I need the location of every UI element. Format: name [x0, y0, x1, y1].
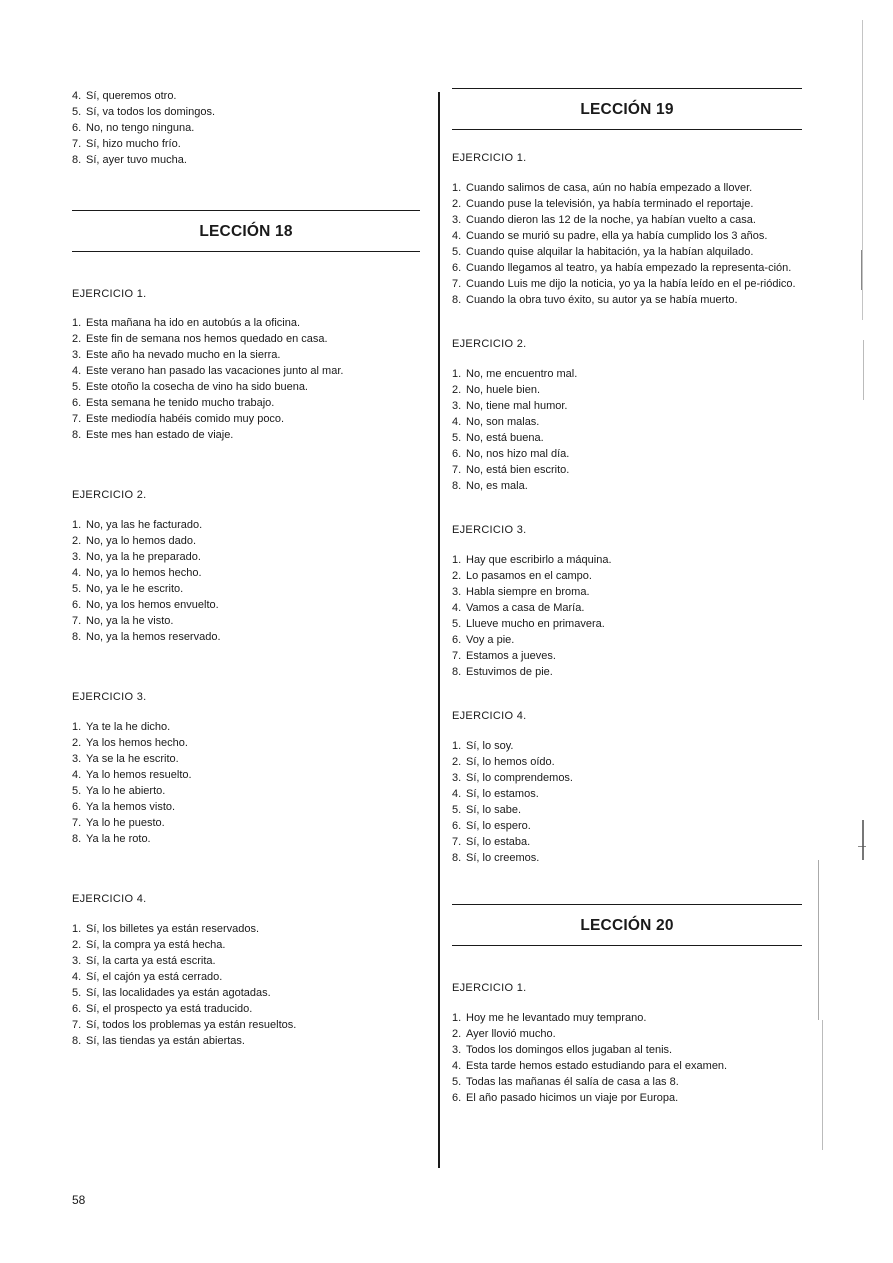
list-item: [72, 1001, 420, 1017]
list-item: [72, 985, 420, 1001]
item-text: Sí, todos los problemas ya están resueltos.: [86, 1019, 297, 1031]
item-text: Estuvimos de pie.: [466, 666, 553, 678]
item-number: 3.: [452, 772, 462, 784]
item-number: 3.: [72, 349, 82, 361]
item-number: 6.: [452, 1092, 462, 1104]
lesson-title: LECCIÓN 19: [580, 101, 674, 118]
list-item: [452, 850, 802, 866]
item-number: 5.: [72, 987, 82, 999]
item-text: No, ya lo hemos hecho.: [86, 567, 202, 579]
item-text: Sí, lo espero.: [466, 820, 531, 832]
list-item: [72, 597, 420, 613]
item-text: Sí, ayer tuvo mucha.: [86, 154, 187, 166]
list-item: [452, 292, 802, 308]
list-item: [452, 664, 802, 680]
item-text: Sí, las tiendas ya están abiertas.: [86, 1035, 245, 1047]
item-number: 8.: [72, 154, 82, 166]
exercise-answer-list: [452, 738, 802, 866]
intro-answer-list: [72, 88, 420, 168]
item-text: Sí, el prospecto ya está traducido.: [86, 1003, 253, 1015]
list-item: [452, 754, 802, 770]
item-number: 7.: [72, 817, 82, 829]
list-item: [452, 228, 802, 244]
page-number: 58: [72, 1193, 86, 1207]
item-number: 8.: [452, 666, 462, 678]
item-text: Ya la hemos visto.: [86, 801, 176, 813]
item-text: Ya se la he escrito.: [86, 753, 179, 765]
item-number: 3.: [72, 753, 82, 765]
item-number: 8.: [72, 833, 82, 845]
item-number: 6.: [72, 397, 82, 409]
list-item: [72, 427, 420, 443]
exercise-heading: EJERCICIO 4.: [452, 710, 527, 722]
item-text: Sí, va todos los domingos.: [86, 106, 216, 118]
item-text: Cuando quise alquilar la habitación, ya la habían alquilado.: [466, 246, 754, 258]
list-item: [452, 786, 802, 802]
item-number: 5.: [452, 618, 462, 630]
lesson-title: LECCIÓN 20: [580, 917, 674, 934]
exercise-answer-list: [452, 552, 802, 680]
item-number: 6.: [452, 634, 462, 646]
item-number: 3.: [452, 400, 462, 412]
item-number: 8.: [72, 429, 82, 441]
list-item: [72, 767, 420, 783]
item-text: Sí, los billetes ya están reservados.: [86, 923, 260, 935]
item-text: El año pasado hicimos un viaje por Europa.: [466, 1092, 679, 1104]
list-item: [72, 517, 420, 533]
item-text: No, ya las he facturado.: [86, 519, 203, 531]
item-text: No, ya la he preparado.: [86, 551, 201, 563]
item-text: Sí, lo hemos oído.: [466, 756, 555, 768]
item-number: 3.: [72, 551, 82, 563]
item-text: Sí, lo comprendemos.: [466, 772, 573, 784]
list-item: [452, 648, 802, 664]
list-item: [452, 446, 802, 462]
item-text: Cuando puse la televisión, ya había terminado el reportaje.: [466, 198, 754, 210]
item-number: 2.: [452, 384, 462, 396]
item-number: 5.: [452, 246, 462, 258]
list-item: [72, 379, 420, 395]
item-number: 6.: [72, 122, 82, 134]
list-item: [72, 533, 420, 549]
list-item: [452, 414, 802, 430]
item-text: No, me encuentro mal.: [466, 368, 578, 380]
item-number: 7.: [452, 650, 462, 662]
list-item: [452, 552, 802, 568]
left-column: [72, 88, 420, 1049]
item-text: Este mediodía habéis comido muy poco.: [86, 413, 285, 425]
item-text: Esta tarde hemos estado estudiando para el examen.: [466, 1060, 728, 1072]
list-item: [452, 738, 802, 754]
item-number: 7.: [72, 138, 82, 150]
list-item: [72, 152, 420, 168]
lesson-20-header: [452, 904, 802, 946]
item-text: Sí, lo soy.: [466, 740, 514, 752]
item-number: 6.: [72, 599, 82, 611]
item-number: 7.: [72, 1019, 82, 1031]
item-text: No, no tengo ninguna.: [86, 122, 195, 134]
item-text: No, ya lo hemos dado.: [86, 535, 197, 547]
list-item: [452, 632, 802, 648]
exercise-heading: EJERCICIO 4.: [72, 893, 147, 905]
list-item: [452, 1058, 802, 1074]
item-number: 1.: [452, 368, 462, 380]
item-text: Voy a pie.: [466, 634, 515, 646]
item-text: Cuando llegamos al teatro, ya había empezado la representa-​ción.: [466, 262, 792, 274]
exercise-heading: EJERCICIO 1.: [72, 288, 147, 300]
exercise-heading: EJERCICIO 2.: [72, 489, 147, 501]
item-text: Todas las mañanas él salía de casa a las 8.: [466, 1076, 679, 1088]
item-text: Sí, queremos otro.: [86, 90, 177, 102]
item-number: 2.: [72, 939, 82, 951]
item-text: Cuando se murió su padre, ella ya había cumplido los 3 años.: [466, 230, 768, 242]
exercise-heading: EJERCICIO 3.: [72, 691, 147, 703]
list-item: [72, 363, 420, 379]
item-number: 2.: [452, 1028, 462, 1040]
item-number: 4.: [72, 365, 82, 377]
item-number: 2.: [72, 333, 82, 345]
list-item: [452, 600, 802, 616]
item-text: Este otoño la cosecha de vino ha sido buena.: [86, 381, 308, 393]
lesson-19-header: [452, 88, 802, 130]
list-item: [72, 395, 420, 411]
item-number: 1.: [452, 182, 462, 194]
list-item: [72, 953, 420, 969]
exercise-heading: EJERCICIO 3.: [452, 524, 527, 536]
list-item: [452, 276, 802, 292]
item-number: 4.: [452, 230, 462, 242]
list-item: [72, 565, 420, 581]
exercise-answer-list: [72, 517, 420, 645]
list-item: [452, 1090, 802, 1106]
list-item: [452, 212, 802, 228]
list-item: [452, 478, 802, 494]
list-item: [452, 818, 802, 834]
item-number: 4.: [72, 90, 82, 102]
list-item: [72, 969, 420, 985]
exercise-answer-list: [452, 180, 802, 308]
item-number: 1.: [72, 317, 82, 329]
list-item: [452, 180, 802, 196]
list-item: [452, 1074, 802, 1090]
item-text: Ya te la he dicho.: [86, 721, 171, 733]
item-number: 7.: [72, 615, 82, 627]
item-number: 3.: [452, 1044, 462, 1056]
item-number: 6.: [72, 801, 82, 813]
item-text: Cuando Luis me dijo la noticia, yo ya la había leído en el pe-​riódico.: [466, 278, 796, 290]
item-number: 5.: [72, 785, 82, 797]
exercise-answer-list: [72, 719, 420, 847]
list-item: [452, 616, 802, 632]
list-item: [72, 751, 420, 767]
list-item: [72, 104, 420, 120]
item-text: Lo pasamos en el campo.: [466, 570, 592, 582]
item-text: Este fin de semana nos hemos quedado en casa.: [86, 333, 328, 345]
list-item: [72, 629, 420, 645]
item-text: Esta mañana ha ido en autobús a la oficina.: [86, 317, 301, 329]
item-text: Sí, la compra ya está hecha.: [86, 939, 226, 951]
item-text: Sí, lo estaba.: [466, 836, 531, 848]
list-item: [72, 831, 420, 847]
item-number: 7.: [452, 836, 462, 848]
item-text: No, son malas.: [466, 416, 540, 428]
item-text: Ya la he roto.: [86, 833, 151, 845]
list-item: [452, 382, 802, 398]
item-text: Habla siempre en broma.: [466, 586, 590, 598]
lesson-title: LECCIÓN 18: [199, 223, 293, 240]
item-number: 8.: [452, 294, 462, 306]
item-number: 1.: [72, 519, 82, 531]
list-item: [72, 815, 420, 831]
item-text: Cuando salimos de casa, aún no había empezado a llover.: [466, 182, 753, 194]
item-number: 4.: [72, 567, 82, 579]
list-item: [72, 136, 420, 152]
list-item: [452, 260, 802, 276]
item-text: Sí, hizo mucho frío.: [86, 138, 181, 150]
item-text: Ya lo he abierto.: [86, 785, 166, 797]
item-text: No, tiene mal humor.: [466, 400, 568, 412]
exercise-answer-list: [72, 315, 420, 443]
item-text: No, huele bien.: [466, 384, 540, 396]
exercise-answer-list: [452, 1010, 802, 1106]
item-text: Ya lo he puesto.: [86, 817, 165, 829]
list-item: [452, 366, 802, 382]
exercise-heading: EJERCICIO 2.: [452, 338, 527, 350]
list-item: [452, 568, 802, 584]
item-text: No, ya la he visto.: [86, 615, 174, 627]
list-item: [72, 581, 420, 597]
item-text: Vamos a casa de María.: [466, 602, 585, 614]
item-number: 7.: [452, 278, 462, 290]
list-item: [72, 315, 420, 331]
exercise-answer-list: [72, 921, 420, 1049]
list-item: [72, 735, 420, 751]
item-number: 4.: [452, 416, 462, 428]
item-number: 5.: [72, 583, 82, 595]
item-number: 2.: [452, 570, 462, 582]
lesson-bottom-rule: [452, 945, 802, 946]
lesson-bottom-rule: [72, 251, 420, 252]
item-text: Ya los hemos hecho.: [86, 737, 188, 749]
item-text: Estamos a jueves.: [466, 650, 556, 662]
list-item: [72, 347, 420, 363]
item-number: 1.: [72, 923, 82, 935]
item-text: Ya lo hemos resuelto.: [86, 769, 192, 781]
list-item: [72, 549, 420, 565]
item-number: 2.: [72, 737, 82, 749]
item-text: Cuando la obra tuvo éxito, su autor ya se había muerto.: [466, 294, 738, 306]
item-number: 2.: [452, 198, 462, 210]
item-number: 4.: [452, 788, 462, 800]
item-text: Cuando dieron las 12 de la noche, ya habían vuelto a casa.: [466, 214, 756, 226]
item-text: Todos los domingos ellos jugaban al tenis.: [466, 1044, 673, 1056]
list-item: [452, 430, 802, 446]
list-item: [72, 120, 420, 136]
item-text: No, está bien escrito.: [466, 464, 570, 476]
list-item: [72, 937, 420, 953]
item-number: 5.: [452, 804, 462, 816]
list-item: [452, 802, 802, 818]
item-number: 6.: [452, 820, 462, 832]
item-number: 6.: [72, 1003, 82, 1015]
item-text: Ayer llovió mucho.: [466, 1028, 556, 1040]
list-item: [72, 921, 420, 937]
item-number: 8.: [72, 631, 82, 643]
item-number: 1.: [72, 721, 82, 733]
list-item: [452, 1010, 802, 1026]
item-number: 3.: [452, 214, 462, 226]
item-number: 5.: [452, 432, 462, 444]
item-number: 6.: [452, 448, 462, 460]
item-text: Este año ha nevado mucho en la sierra.: [86, 349, 281, 361]
item-text: Sí, el cajón ya está cerrado.: [86, 971, 223, 983]
list-item: [452, 398, 802, 414]
exercise-answer-list: [452, 366, 802, 494]
list-item: [72, 1033, 420, 1049]
item-number: 3.: [72, 955, 82, 967]
item-number: 2.: [452, 756, 462, 768]
exercise-heading: EJERCICIO 1.: [452, 152, 527, 164]
item-number: 3.: [452, 586, 462, 598]
list-item: [452, 196, 802, 212]
item-number: 5.: [72, 381, 82, 393]
item-text: Llueve mucho en primavera.: [466, 618, 605, 630]
item-text: Hay que escribirlo a máquina.: [466, 554, 612, 566]
list-item: [72, 719, 420, 735]
list-item: [72, 88, 420, 104]
item-number: 6.: [452, 262, 462, 274]
item-number: 7.: [452, 464, 462, 476]
list-item: [452, 584, 802, 600]
lesson-18-header: [72, 210, 420, 252]
item-text: No, es mala.: [466, 480, 528, 492]
item-number: 4.: [452, 602, 462, 614]
item-number: 7.: [72, 413, 82, 425]
list-item: [72, 613, 420, 629]
item-text: No, nos hizo mal día.: [466, 448, 570, 460]
right-column: [452, 88, 802, 1106]
column-divider: [438, 92, 440, 1168]
item-text: No, ya los hemos envuelto.: [86, 599, 219, 611]
list-item: [452, 834, 802, 850]
item-text: No, ya la hemos reservado.: [86, 631, 221, 643]
list-item: [452, 462, 802, 478]
item-text: Este verano han pasado las vacaciones junto al mar.: [86, 365, 344, 377]
list-item: [452, 1042, 802, 1058]
item-text: Sí, la carta ya está escrita.: [86, 955, 216, 967]
item-text: No, está buena.: [466, 432, 544, 444]
list-item: [452, 244, 802, 260]
item-text: Hoy me he levantado muy temprano.: [466, 1012, 647, 1024]
list-item: [72, 799, 420, 815]
item-number: 5.: [72, 106, 82, 118]
exercise-heading: EJERCICIO 1.: [452, 982, 527, 994]
item-text: Sí, lo estamos.: [466, 788, 539, 800]
item-text: Sí, las localidades ya están agotadas.: [86, 987, 271, 999]
lesson-bottom-rule: [452, 129, 802, 130]
item-number: 4.: [72, 769, 82, 781]
item-text: Sí, lo sabe.: [466, 804, 522, 816]
item-text: Sí, lo creemos.: [466, 852, 540, 864]
scan-edge-marks: [858, 20, 872, 1170]
item-number: 2.: [72, 535, 82, 547]
item-number: 1.: [452, 554, 462, 566]
item-number: 4.: [72, 971, 82, 983]
item-number: 8.: [452, 480, 462, 492]
item-number: 4.: [452, 1060, 462, 1072]
item-text: No, ya le he escrito.: [86, 583, 184, 595]
item-number: 8.: [72, 1035, 82, 1047]
list-item: [452, 770, 802, 786]
list-item: [452, 1026, 802, 1042]
item-text: Este mes han estado de viaje.: [86, 429, 234, 441]
item-number: 8.: [452, 852, 462, 864]
list-item: [72, 783, 420, 799]
item-number: 1.: [452, 1012, 462, 1024]
item-number: 5.: [452, 1076, 462, 1088]
item-number: 1.: [452, 740, 462, 752]
list-item: [72, 331, 420, 347]
list-item: [72, 411, 420, 427]
item-text: Esta semana he tenido mucho trabajo.: [86, 397, 275, 409]
list-item: [72, 1017, 420, 1033]
